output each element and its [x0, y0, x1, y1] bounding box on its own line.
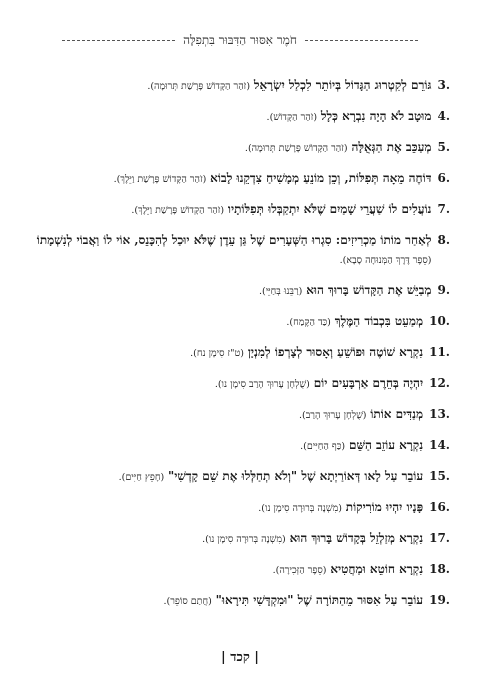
list-item	[36, 231, 450, 270]
item-number: 16.	[429, 500, 450, 514]
list-item	[36, 138, 450, 158]
item-text: לְאַחַר מוֹתוֹ מַכְרִיזִים: סִגְרוּ הַשְּׁעָרִים שֶׁל גַּן עֵדֶן שֶׁלֹּא יוּכַל לְהִכָּנֵס, אוֹי לוֹ וַאֲבוֹי לְנִשְׁמָתוֹ	[36, 233, 432, 247]
item-source: (סֵפֶר הַזְּכִירָה).	[272, 565, 327, 576]
item-number: 10.	[429, 314, 450, 328]
item-text: מְעַכֵּב אֶת הַגְּאֻלָּה	[351, 140, 432, 154]
item-number: 13.	[429, 407, 450, 421]
item-text: נִקְרָא מְזַלְזֵל בְּקָדוֹשׁ בָּרוּךְ הוּא	[289, 531, 424, 545]
item-body	[36, 405, 423, 425]
item-body	[36, 231, 431, 270]
item-text: גּוֹרֵם לְקִטְרוּג הַגָּדוֹל בְּיוֹתֵר לִכְלַל יִשְׂרָאֵל	[253, 78, 432, 92]
item-source: (שֻׁלְחָן עָרוּךְ הָרַב).	[298, 410, 367, 421]
item-body	[36, 281, 431, 301]
item-source: (שֻׁלְחָן עָרוּךְ הָרַב סִימָן נו).	[214, 379, 310, 390]
item-number: 8.	[437, 233, 450, 247]
item-source: (מִשְׁנָה בְּרוּרָה סִימָן נו).	[258, 503, 342, 514]
item-body	[36, 591, 423, 611]
list-item	[36, 498, 450, 518]
list-item	[36, 405, 450, 425]
item-number: 7.	[437, 202, 450, 216]
list-item	[36, 312, 450, 332]
item-text: פָּנָיו יִהְיוּ מוֹרִיקוֹת	[345, 500, 424, 514]
list-item	[36, 343, 450, 363]
item-body	[36, 374, 423, 394]
item-source: (כַּף הַחַיִּים).	[300, 441, 346, 452]
item-source: (זֹהַר הַקָּדוֹשׁ פָּרָשַׁת וַיֵּלֶךְ).	[131, 205, 225, 216]
item-body	[36, 467, 423, 487]
list-item	[36, 281, 450, 301]
item-source: (סֵפֶר דֶּרֶךְ הַמְּנוּחָה סָבָא).	[339, 255, 432, 266]
item-text: נִקְרָא חוֹטֵא וּמַחֲטִיא	[330, 562, 424, 576]
header-rule-right	[305, 40, 418, 41]
item-body	[36, 529, 423, 549]
item-text: נִקְרָא שׁוֹטֶה וּפוֹשֵׁעַ וְאָסוּר לְצָרְפוֹ לְמִנְיָן	[247, 345, 424, 359]
list-item	[36, 169, 450, 189]
item-number: 17.	[429, 531, 450, 545]
item-body	[36, 107, 431, 127]
item-source: (ט"ז סִימָן נח).	[190, 348, 244, 359]
item-source: (כַּד הַקֶּמַח).	[286, 317, 331, 328]
list-item	[36, 467, 450, 487]
item-body	[36, 138, 431, 158]
list-item	[36, 200, 450, 220]
item-text: מוּטָב לֹא הָיָה נִבְרָא כְּלָל	[320, 109, 432, 123]
item-text: נוֹעֲלִים לוֹ שַׁעֲרֵי שָׁמַיִם שֶׁלֹּא יִתְקַבְּלוּ תְּפִלּוֹתָיו	[227, 202, 432, 216]
header-rule-left	[62, 40, 175, 41]
item-text: מְמַעֵט בִּכְבוֹד הַמֶּלֶךְ	[334, 314, 424, 328]
list-item	[36, 436, 450, 456]
item-number: 3.	[437, 78, 450, 92]
item-body	[36, 312, 423, 332]
item-source: (חֲתַם סוֹפֵר).	[163, 596, 212, 607]
item-text: עוֹבֵר עַל לָאו דְּאוֹרַיְתָא שֶׁל "וְלֹא תְחַלְּלוּ אֶת שֵׁם קָדְשִׁי"	[168, 469, 424, 483]
item-source: (מִשְׁנָה בְּרוּרָה סִימָן נו).	[202, 534, 286, 545]
item-body	[36, 169, 431, 189]
list-item	[36, 107, 450, 127]
item-number: 5.	[437, 140, 450, 154]
item-number: 6.	[437, 171, 450, 185]
item-body	[36, 200, 431, 220]
item-number: 11.	[429, 345, 450, 359]
item-number: 15.	[429, 469, 450, 483]
item-number: 4.	[437, 109, 450, 123]
item-text: יִהְיֶה בְּחֵרֶם אַרְבָּעִים יוֹם	[313, 376, 424, 390]
running-header	[62, 33, 418, 48]
item-text: עוֹבֵר עַל אִסּוּר מֵהַתּוֹרָה שֶׁל "וּמִקְדָּשִׁי תִּירָאוּ"	[215, 593, 424, 607]
item-body	[36, 498, 423, 518]
item-number: 18.	[429, 562, 450, 576]
item-text: דּוֹחֶה מֵאָה תְּפִלּוֹת, וְכֵן מוֹנֵעַ מְמָשִׁיחַ צִדְקֵנוּ לָבוֹא	[210, 171, 432, 185]
item-source: (זֹהַר הַקָּדוֹשׁ פָּרָשַׁת תְּרוּמָה).	[147, 81, 251, 92]
item-text: מְנַדִּים אוֹתוֹ	[370, 407, 424, 421]
list-item	[36, 591, 450, 611]
item-source: (זֹהַר הַקָּדוֹשׁ פָּרָשַׁת תְּרוּמָה).	[244, 143, 348, 154]
list-item	[36, 529, 450, 549]
item-body	[36, 76, 431, 96]
item-source: (חָפֵץ חַיִּים).	[118, 472, 165, 483]
list-item	[36, 560, 450, 580]
item-source: (זֹהַר הַקָּדוֹשׁ).	[266, 112, 318, 123]
list-item	[36, 374, 450, 394]
item-text: נִקְרָא עוֹזֵב הַשֵּׁם	[348, 438, 424, 452]
item-number: 9.	[437, 283, 450, 297]
list-item	[36, 76, 450, 96]
item-text: מְבַיֵּשׁ אֶת הַקָּדוֹשׁ בָּרוּךְ הוּא	[306, 283, 432, 297]
page-number: | קכד |	[220, 650, 260, 665]
item-body	[36, 436, 423, 456]
item-number: 19.	[429, 593, 450, 607]
item-body	[36, 560, 423, 580]
header-title: חֹמֶר אִסּוּר הַדִּבּוּר בִּתְפִלָּה	[183, 33, 297, 47]
item-source: (זֹהַר הַקָּדוֹשׁ פָּרָשַׁת וַיֵּלֶךְ).	[113, 174, 207, 185]
item-number: 12.	[429, 376, 450, 390]
item-number: 14.	[429, 438, 450, 452]
item-source: (רַבֵּנוּ בְּחַיֵּי).	[258, 286, 303, 297]
item-body	[36, 343, 423, 363]
numbered-list	[36, 76, 450, 622]
